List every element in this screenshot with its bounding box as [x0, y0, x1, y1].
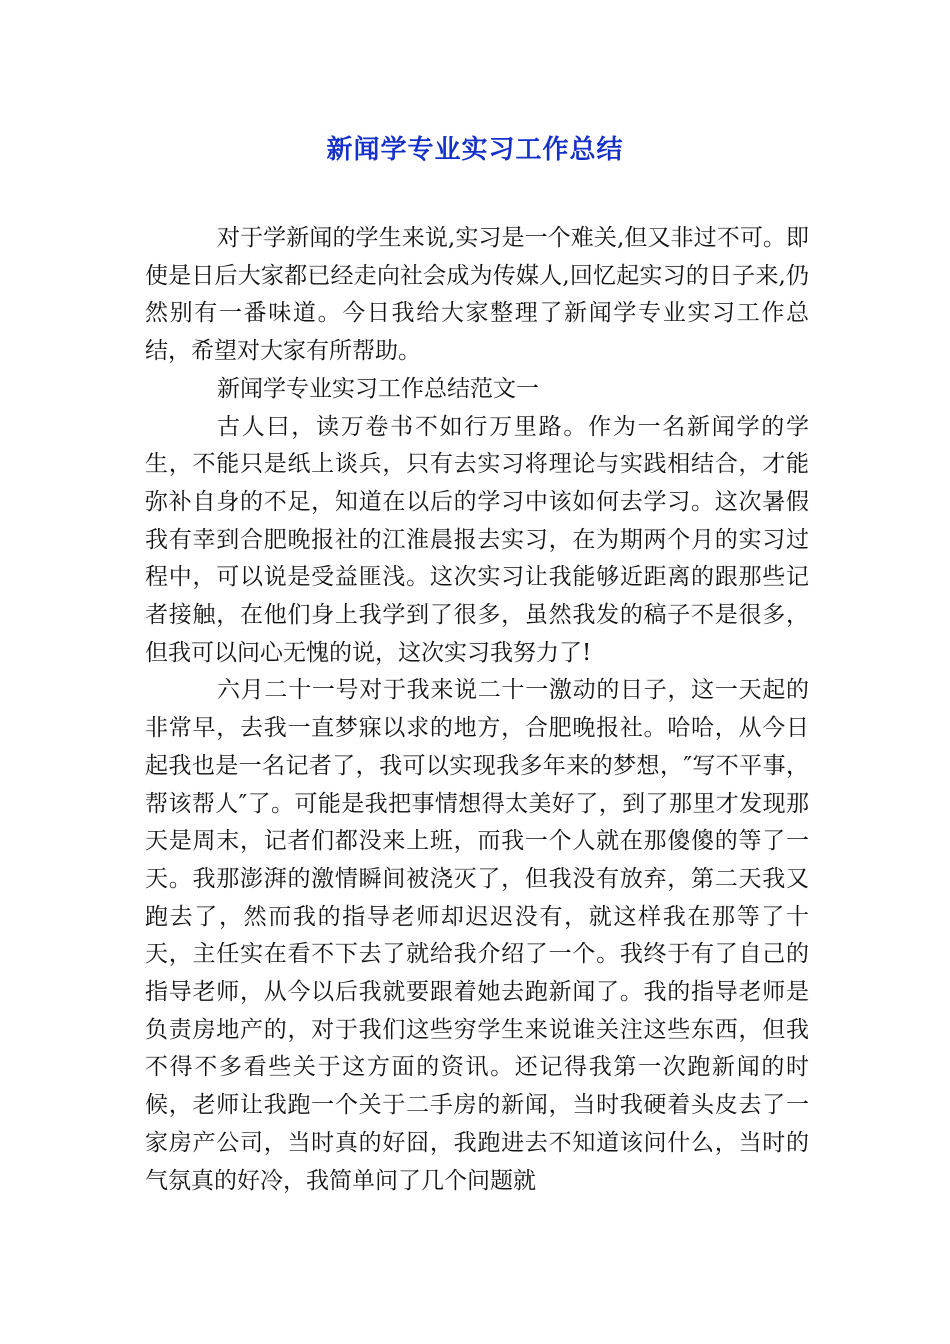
body-paragraph: 古人曰，读万卷书不如行万里路。作为一名新闻学的学生，不能只是纸上谈兵，只有去实习将理论与实践相结合，才能弥补自身的不足，知道在以后的学习中该如何去学习。这次暑假我有幸到合肥晚报社的江淮晨报去实习，在为期两个月的实习过程中，可以说是受益匪浅。这次实习让我能够近距离的跟那些记者接触，在他们身上我学到了很多，虽然我发的稿子不是很多，但我可以问心无愧的说，这次实习我努力了! [145, 413, 809, 666]
section-heading: 新闻学专业实习工作总结范文一 [217, 375, 539, 402]
document-title: 新闻学专业实习工作总结 [326, 135, 624, 165]
body-paragraph: 六月二十一号对于我来说二十一激动的日子，这一天起的非常早，去我一直梦寐以求的地方，合肥晚报社。哈哈，从今日起我也是一名记者了，我可以实现我多年来的梦想，″写不平事，帮该帮人″了。可能是我把事情想得太美好了，到了那里才发现那天是周末，记者们都没来上班，而我一个人就在那傻傻的等了一天。我那澎湃的激情瞬间被浇灭了，但我没有放弃，第二天我又跑去了，然而我的指导老师却迟迟没有，就这样我在那等了十天，主任实在看不下去了就给我介绍了一个。我终于有了自己的指导老师，从今以后我就要跟着她去跑新闻了。我的指导老师是负责房地产的，对于我们这些穷学生来说谁关注这些东西，但我不得不多看些关于这方面的资讯。还记得我第一次跑新闻的时候，老师让我跑一个关于二手房的新闻，当时我硬着头皮去了一家房产公司，当时真的好囧，我跑进去不知道该问什么，当时的气氛真的好冷，我简单问了几个问题就 [145, 677, 809, 1194]
intro-paragraph: 对于学新闻的学生来说,实习是一个难关,但又非过不可。即使是日后大家都已经走向社会成为传媒人,回忆起实习的日子来,仍然别有一番味道。今日我给大家整理了新闻学专业实习工作总结，希望对大家有所帮助。 [145, 225, 809, 365]
document-body [145, 220, 809, 1200]
